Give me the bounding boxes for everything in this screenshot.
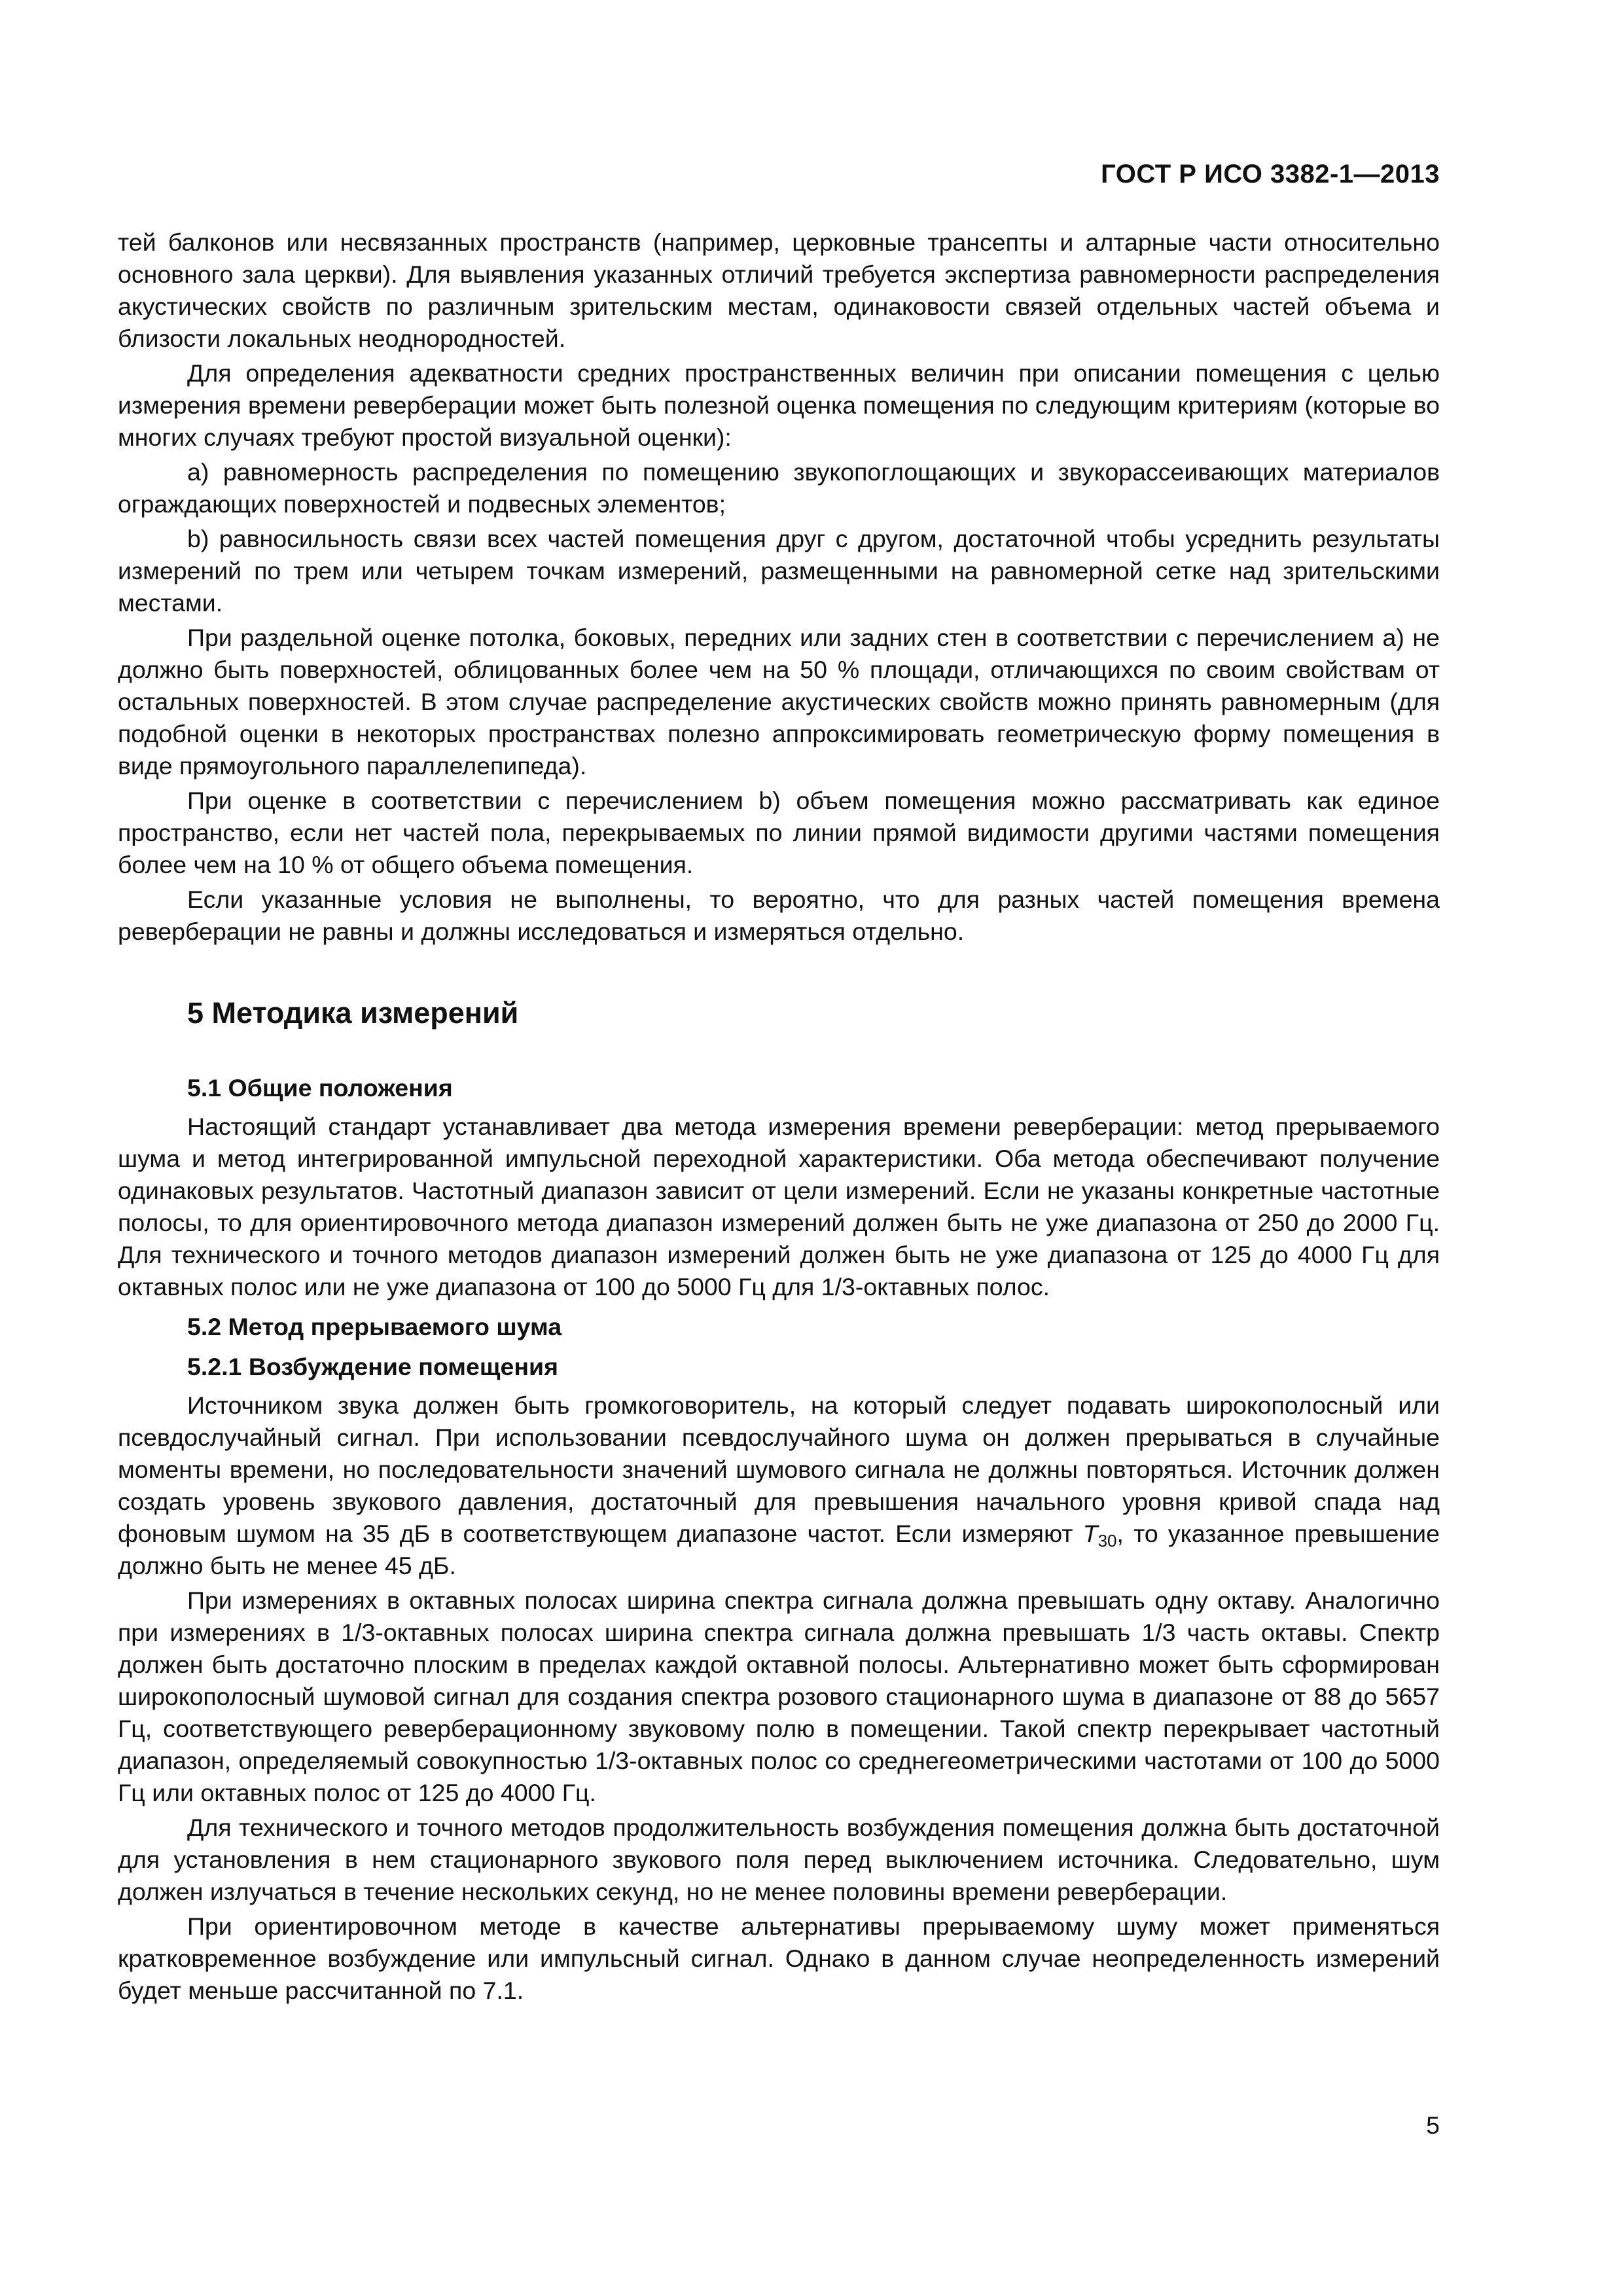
section-5-heading: 5 Методика измерений: [187, 996, 519, 1030]
page-number: 5: [1426, 2111, 1440, 2139]
paragraph-criterion-b: b) равносильность связи всех частей помещения друг с другом, достаточной чтобы усреднить результаты измерений по трем или четырем точкам измерений, размещенными на равномерной сетке над зрительскими местами.: [118, 525, 1440, 617]
section-5-2-1-heading: 5.2.1 Возбуждение помещения: [187, 1353, 558, 1380]
sound-source-text-end: , то указанное превышение должно быть не менее 45 дБ.: [118, 1520, 1440, 1579]
section-5-2-heading: 5.2 Метод прерываемого шума: [187, 1313, 562, 1340]
sound-source-text: Источником звука должен быть громкоговоритель, на который следует подавать широкополосный или псевдослучайный сигнал. При использовании псевдослучайного шума он должен прерываться в случайные моменты времени, но последовательности значений шумового сигнала не должны повторяться. Источник должен создать уровень звукового давления, достаточный для превышения начального уровня кривой спада над фоновым шумом на 35 дБ в соответствующем диапазоне частот. Если измеряют: [118, 1391, 1440, 1547]
paragraph-sound-source: [118, 1390, 1440, 1582]
paragraph-single-volume: При оценке в соответствии с перечислением b) объем помещения можно рассматривать как единое пространство, если нет частей пола, перекрываемых по линии прямой видимости другими частями помещения более чем на 10 % от общего объема помещения.: [118, 787, 1440, 878]
paragraph-survey-method: При ориентировочном методе в качестве альтернативы прерываемому шуму может применяться кратковременное возбуждение или импульсный сигнал. Однако в данном случае неопределенность измерений будет меньше рассчитанной по 7.1.: [118, 1912, 1440, 2004]
paragraph-conditions-not-met: Если указанные условия не выполнены, то вероятно, что для разных частей помещения времена реверберации не равны и должны исследоваться и измеряться отдельно.: [118, 886, 1440, 945]
standard-header: ГОСТ Р ИСО 3382-1—2013: [1101, 160, 1440, 188]
paragraph-octave-bands: При измерениях в октавных полосах ширина спектра сигнала должна превышать одну октаву. Аналогично при измерениях в 1/3-октавных полосах ширина спектра сигнала должна превышать 1/3 часть октавы. Спектр должен быть достаточно плоским в пределах каждой октавной полосы. Альтернативно может быть сформирован широкополосный шумовой сигнал для создания спектра розового стационарного шума в диапазоне от 88 до 5657 Гц, соответствующего реверберационному звуковому полю в помещении. Такой спектр перекрывает частотный диапазон, определяемый совокупностью 1/3-октавных полос со среднегеометрическими частотами от 100 до 5000 Гц или октавных полос от 125 до 4000 Гц.: [118, 1587, 1440, 1806]
t30-subscript: 30: [1097, 1531, 1117, 1551]
t30-symbol: T: [1082, 1520, 1098, 1547]
paragraph-separate-assessment: При раздельной оценке потолка, боковых, передних или задних стен в соответствии с перечислением a) не должно быть поверхностей, облицованных более чем на 50 % площади, отличающихся по своим свойствам от остальных поверхностей. В этом случае распределение акустических свойств можно принять равномерным (для подобной оценки в некоторых пространствах полезно аппроксимировать геометрическую форму помещения в виде прямоугольного параллелепипеда).: [118, 624, 1440, 780]
paragraph-criteria-intro: Для определения адекватности средних пространственных величин при описании помещения с целью измерения времени реверберации может быть полезной оценка помещения по следующим критериям (которые во многих случаях требуют простой визуальной оценки):: [118, 359, 1440, 451]
paragraph-excitation-duration: Для технического и точного методов продолжительность возбуждения помещения должна быть достаточной для установления в нем стационарного звукового поля перед выключением источника. Следовательно, шум должен излучаться в течение нескольких секунд, но не менее половины времени реверберации.: [118, 1814, 1440, 1905]
document-body: [118, 226, 1440, 2009]
document-page: [118, 0, 1440, 2296]
paragraph-criterion-a: a) равномерность распределения по помещению звукопоглощающих и звукорассеивающих материалов ограждающих поверхностей и подвесных элементов;: [118, 458, 1440, 518]
section-5-1-heading: 5.1 Общие положения: [187, 1074, 453, 1102]
paragraph-continuation: тей балконов или несвязанных пространств (например, церковные трансепты и алтарные части относительно основного зала церкви). Для выявления указанных отличий требуется экспертиза равномерности распределения акустических свойств по различным зрительским местам, одинаковости связей отдельных частей объема и близости локальных неоднородностей.: [118, 228, 1440, 352]
paragraph-general-provisions: Настоящий стандарт устанавливает два метода измерения времени реверберации: метод прерываемого шума и метод интегрированной импульсной переходной характеристики. Оба метода обеспечивают получение одинаковых результатов. Частотный диапазон зависит от цели измерений. Если не указаны конкретные частотные полосы, то для ориентировочного метода диапазон измерений должен быть не уже диапазона от 250 до 2000 Гц. Для технического и точного методов диапазон измерений должен быть не уже диапазона от 125 до 4000 Гц для октавных полос или не уже диапазона от 100 до 5000 Гц для 1/3-октавных полос.: [118, 1113, 1440, 1300]
